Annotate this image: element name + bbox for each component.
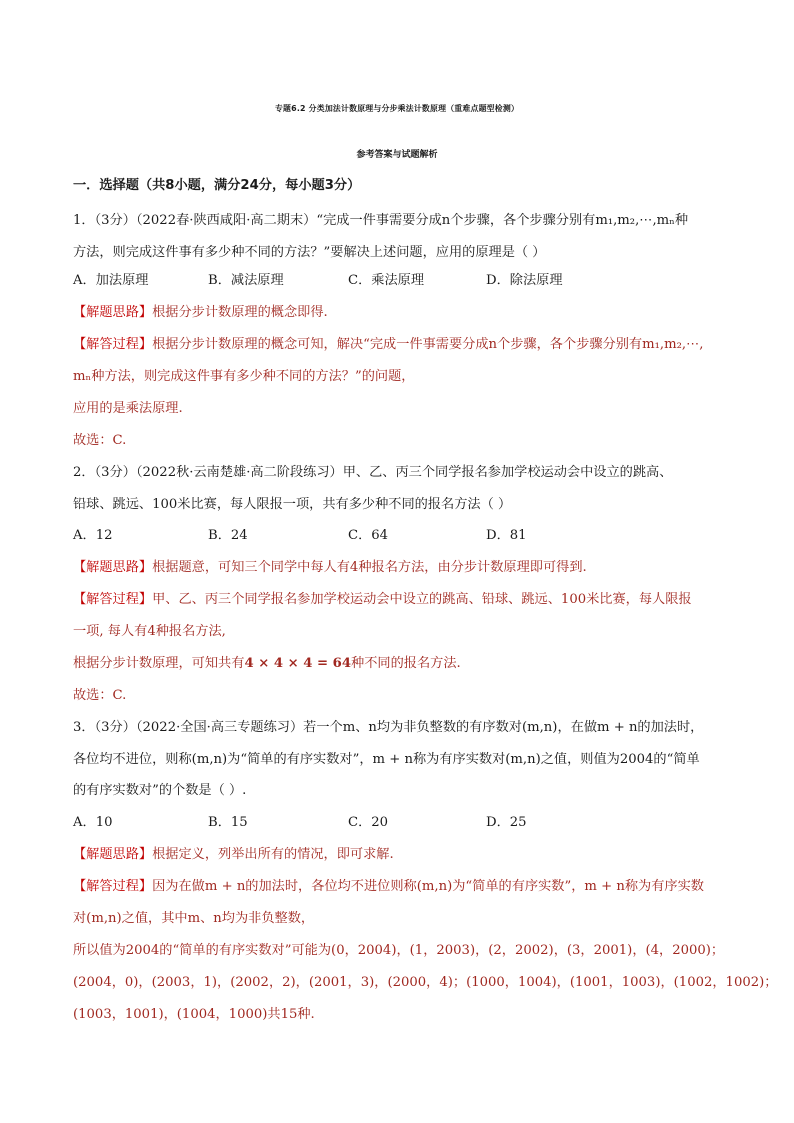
q1-process-line1 <box>73 337 703 353</box>
q1-options <box>73 273 563 289</box>
q3-options <box>73 815 527 831</box>
q3-stem-line3: 的有序实数对”的个数是（ ）. <box>73 783 247 798</box>
idea-tag: 【解题思路】 <box>73 305 153 320</box>
q3-process-text1: 因为在做m + n的加法时，各位均不进位则称(m,n)为“简单的有序实数”，m + n称为有序实数 <box>152 879 704 894</box>
process-tag: 【解答过程】 <box>73 592 153 607</box>
q3-process-line4: (2004，0)，(2003，1)，(2002，2)，(2001，3)，(2000，4)；(1000，1004)，(1001，1003)，(1002，1002)； <box>73 975 778 990</box>
q2-options <box>73 528 527 544</box>
q1-option-b: B．减法原理 <box>208 273 284 288</box>
q1-idea <box>73 305 328 321</box>
q1-option-c: C．乘法原理 <box>348 273 425 288</box>
q3-option-d: D．25 <box>486 815 527 830</box>
q2-process-line2: 一项, 每人有4种报名方法, <box>73 624 226 639</box>
q2-stem-line2: 铅球、跳远、100米比赛，每人限报一项，共有多少种不同的报名方法（ ） <box>73 497 512 512</box>
q1-option-a: A．加法原理 <box>73 273 149 288</box>
q3-process-line2: 对(m,n)之值，其中m、n均为非负整数， <box>73 911 315 926</box>
q2-process-text1: 甲、乙、丙三个同学报名参加学校运动会中设立的跳高、铅球、跳远、100米比赛，每人限报 <box>152 592 692 607</box>
q3-option-a: A．10 <box>73 815 113 830</box>
q2-idea-text: 根据题意，可知三个同学中每人有4种报名方法，由分步计数原理即可得到. <box>152 560 587 575</box>
q2-idea <box>73 560 587 576</box>
q3-option-b: B．15 <box>208 815 248 830</box>
q2-answer: 故选：C. <box>73 688 127 703</box>
q1-answer: 故选：C. <box>73 433 127 448</box>
process-tag: 【解答过程】 <box>73 879 153 894</box>
q3-process-line3: 所以值为2004的“简单的有序实数对”可能为(0，2004)，(1，2003)，(2，2002)，(3，2001)，(4，2000)； <box>73 943 725 958</box>
idea-tag: 【解题思路】 <box>73 847 153 862</box>
q2-process-text3a: 根据分步计数原理，可知共有 <box>73 656 245 671</box>
q1-option-d: D．除法原理 <box>486 273 563 288</box>
q3-idea-text: 根据定义，列举出所有的情况，即可求解. <box>152 847 394 862</box>
q2-stem-line1: 2．（3分）（2022秋·云南楚雄·高二阶段练习）甲、乙、丙三个同学报名参加学校运动会中设立的跳高、 <box>73 465 673 480</box>
q1-process-text1: 根据分步计数原理的概念可知，解决“完成一件事需要分成n个步骤，各个步骤分别有m₁,m₂,⋯, <box>152 337 704 352</box>
q2-process-line1 <box>73 592 692 608</box>
q3-stem-line1: 3．（3分）（2022·全国·高三专题练习）若一个m、n均为非负整数的有序数对(m,n)，在做m + n的加法时， <box>73 720 704 735</box>
q1-process-line2: mₙ种方法，则完成这件事有多少种不同的方法？”的问题， <box>73 369 415 384</box>
q1-stem-line2: 方法，则完成这件事有多少种不同的方法？”要解决上述问题，应用的原理是（ ） <box>73 245 546 260</box>
q2-process-text3c: 种不同的报名方法. <box>351 656 461 671</box>
q2-process-line3 <box>73 656 461 672</box>
q2-option-a: A．12 <box>73 528 113 543</box>
q1-stem-line1: 1．（3分）（2022春·陕西咸阳·高二期末）“完成一件事需要分成n个步骤，各个步骤分别有m₁,m₂,⋯,mₙ种 <box>73 213 689 228</box>
q1-process-line3: 应用的是乘法原理. <box>73 401 183 416</box>
q2-option-c: C．64 <box>348 528 389 543</box>
q2-option-b: B．24 <box>208 528 248 543</box>
q3-idea <box>73 847 394 863</box>
q2-calc: 4 × 4 × 4 = 64 <box>244 656 352 671</box>
q1-idea-text: 根据分步计数原理的概念即得. <box>152 305 328 320</box>
q2-option-d: D．81 <box>486 528 527 543</box>
process-tag: 【解答过程】 <box>73 337 153 352</box>
page-title: 专题6.2 分类加法计数原理与分步乘法计数原理（重难点题型检测） <box>274 104 520 113</box>
idea-tag: 【解题思路】 <box>73 560 153 575</box>
page-subtitle: 参考答案与试题解析 <box>356 150 438 160</box>
section-heading: 一．选择题（共8小题，满分24分，每小题3分） <box>73 178 361 193</box>
q3-process-line1 <box>73 879 704 895</box>
q3-process-line5: (1003，1001)，(1004，1000)共15种. <box>73 1007 315 1022</box>
q3-stem-line2: 各位均不进位，则称(m,n)为“简单的有序实数对”，m + n称为有序实数对(m,n)之值，则值为2004的“简单 <box>73 752 700 767</box>
q3-option-c: C．20 <box>348 815 389 830</box>
